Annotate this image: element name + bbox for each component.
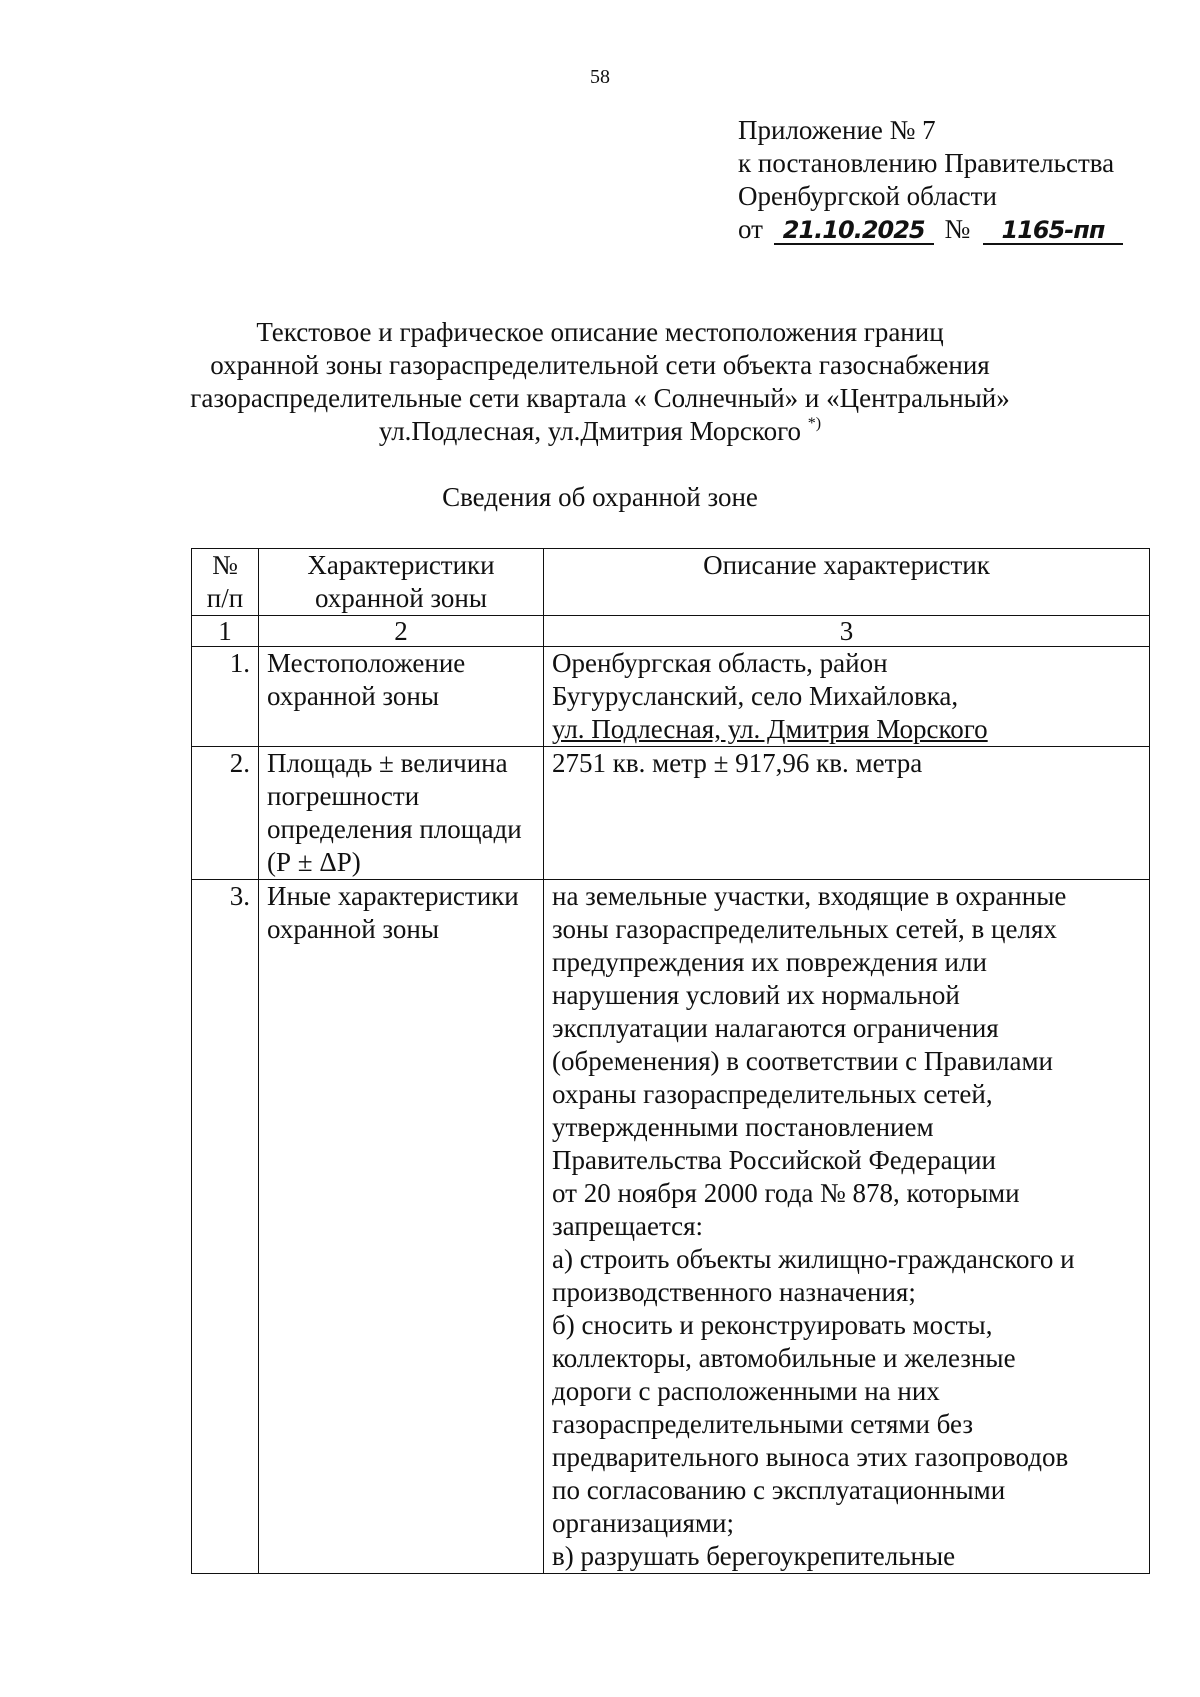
location-text: Оренбургская область, район Бугурусланский, село Михайловка,: [552, 648, 959, 711]
header-number: № п/п: [192, 549, 259, 616]
handwritten-date: 21.10.2025: [774, 217, 934, 245]
row-characteristic: Иные характеристики охранной зоны: [259, 880, 544, 1574]
title-line-4-wrap: [0, 415, 1200, 448]
table-row: [192, 647, 1150, 747]
section-subtitle: Сведения об охранной зоне: [442, 482, 758, 512]
page-number: 58: [590, 66, 610, 88]
title-line-4: ул.Подлесная, ул.Дмитрия Морского: [378, 416, 802, 446]
title-line-2: охранной зоны газораспределительной сети объекта газоснабжения: [210, 350, 990, 380]
zone-table: [191, 548, 1150, 1574]
row-description: на земельные участки, входящие в охранные зоны газораспределительных сетей, в целях предупреждения их повреждения или нарушения условий их нормальной эксплуатации налагаются ограничения (обременения) в соответствии с Правилами охраны газораспределительных сетей, утвержденными постановлением Правительства Российской Федерации от 20 ноября 2000 года № 878, которыми запрещается: а) строить объекты жилищно-гражданского и производственного назначения; б) сносить и реконструировать мосты, коллекторы, автомобильные и железные дороги с расположенными на них газораспределительными сетями без предварительного выноса этих газопроводов по согласованию с эксплуатационными организациями; в) разрушать берегоукрепительные: [544, 880, 1150, 1574]
number-label: №: [944, 214, 971, 244]
column-number-row: [192, 616, 1150, 647]
row-characteristic: Местоположение охранной зоны: [259, 647, 544, 747]
row-characteristic: Площадь ± величина погрешности определения площади (Р ± ΔР): [259, 747, 544, 880]
appendix-title: Приложение № 7: [738, 115, 936, 145]
row-description: [544, 647, 1150, 747]
location-streets: ул. Подлесная, ул. Дмитрия Морского: [552, 714, 988, 744]
table-row: [192, 880, 1150, 1574]
from-label: от: [738, 214, 763, 244]
column-number-1: 1: [192, 616, 259, 647]
table-row: [192, 747, 1150, 880]
handwritten-number: 1165-пп: [983, 217, 1123, 245]
title-line-3: газораспределительные сети квартала « Солнечный» и «Центральный»: [190, 383, 1010, 413]
header-characteristics: Характеристики охранной зоны: [259, 549, 544, 616]
table-header-row: [192, 549, 1150, 616]
row-number: 3.: [192, 880, 259, 1574]
row-number: 1.: [192, 647, 259, 747]
appendix-block: [738, 114, 1123, 246]
header-description: Описание характеристик: [544, 549, 1150, 616]
title-line-1: Текстовое и графическое описание местоположения границ: [256, 317, 944, 347]
appendix-line-3: Оренбургской области: [738, 181, 997, 211]
row-number: 2.: [192, 747, 259, 880]
footnote-mark: *): [807, 415, 822, 432]
row-description: 2751 кв. метр ± 917,96 кв. метра: [544, 747, 1150, 880]
appendix-date-line: [738, 213, 1123, 246]
column-number-3: 3: [544, 616, 1150, 647]
document-title: [0, 316, 1200, 448]
column-number-2: 2: [259, 616, 544, 647]
appendix-line-2: к постановлению Правительства: [738, 148, 1115, 178]
